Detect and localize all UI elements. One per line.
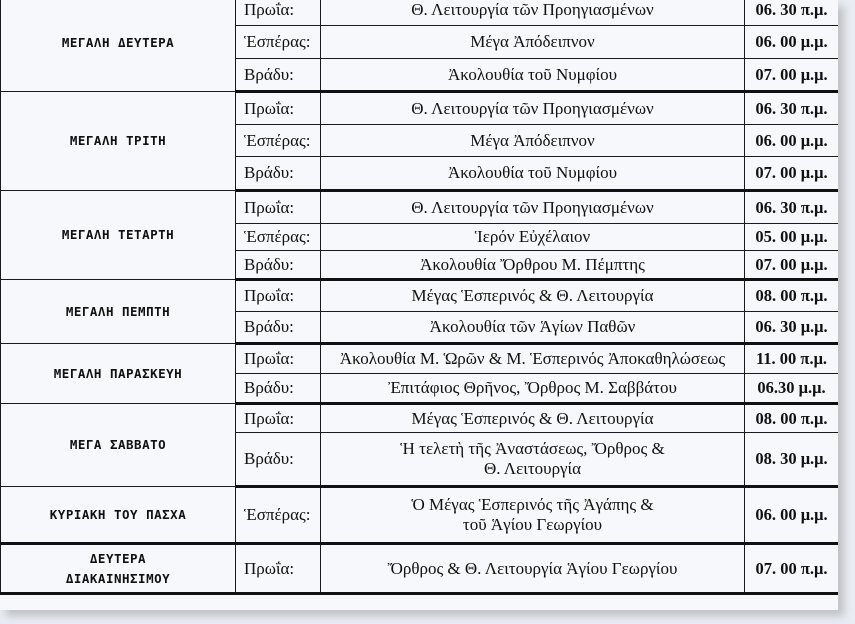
service-time: 11. 00 π.μ. [745,344,839,374]
service-period: Πρωΐα: [236,344,321,374]
service-period: Βράδυ: [236,157,321,191]
service-period: Ἑσπέρας: [236,487,321,544]
day-name-line: ΜΕΓΑΛΗ ΤΕΤΑΡΤΗ [61,227,175,242]
day-name [1,344,236,404]
service-time: 07. 00 π.μ. [745,544,839,594]
service-name [321,312,745,344]
day-name-line: ΜΕΓΑΛΗ ΠΕΜΠΤΗ [65,303,171,319]
service-time: 05. 00 μ.μ. [745,224,839,251]
service-name-line: Ἀκολουθία Μ. Ὡρῶν & Μ. Ἑσπερινός Ἀποκαθηλώσεως [339,349,726,368]
service-name [321,26,745,59]
service-name-line: Θ. Λειτουργία τῶν Προηγιασμένων [411,0,654,19]
service-name-line: τοῦ Ἁγίου Γεωργίου [462,515,603,534]
service-name-line: Θ. Λειτουργία [483,459,582,478]
schedule-row [1,191,839,224]
service-time: 06. 30 π.μ. [745,0,839,26]
service-name [321,433,745,487]
service-period: Πρωΐα: [236,280,321,312]
service-time: 08. 30 μ.μ. [745,433,839,487]
service-period: Ἑσπέρας: [236,224,321,251]
service-period: Πρωΐα: [236,191,321,224]
service-time: 06. 30 π.μ. [745,191,839,224]
service-name-line: Ἀκολουθία Ὄρθρου Μ. Πέμπτης [420,254,645,274]
service-name-line: Μέγα Ἀπόδειπνον [470,32,595,51]
service-period: Βράδυ: [236,374,321,404]
service-period: Ἑσπέρας: [236,125,321,157]
schedule-row [1,544,839,594]
day-name [1,191,236,280]
service-period: Βράδυ: [236,59,321,92]
schedule-row [1,0,839,26]
service-name-line: Μέγας Ἑσπερινός & Θ. Λειτουργία [411,286,654,305]
schedule-row [1,92,839,125]
service-name [321,224,745,251]
day-name-line: ΜΕΓΑΛΗ ΠΑΡΑΣΚΕΥΗ [53,365,183,381]
service-name-line: Μέγα Ἀπόδειπνον [470,130,595,150]
day-name [1,92,236,191]
day-name [1,404,236,487]
service-period: Πρωΐα: [236,404,321,433]
day-name-line: ΜΕΓΑΛΗ ΤΡΙΤΗ [69,133,167,148]
service-name-line: Ἀκολουθία τοῦ Νυμφίου [447,64,618,84]
day-name-line: ΔΕΥΤΕΡΑ [89,550,147,566]
service-name-line: Μέγας Ἑσπερινός & Θ. Λειτουργία [411,408,654,428]
service-name-line: Ἀκολουθία τοῦ Νυμφίου [447,163,618,182]
service-time: 07. 00 μ.μ. [745,251,839,280]
service-name-line: Ὁ Μέγας Ἑσπερινός τῆς Ἀγάπης & [411,495,654,514]
day-name [1,0,236,92]
service-name [321,251,745,280]
schedule-row [1,404,839,433]
service-period: Βράδυ: [236,312,321,344]
service-time: 08. 00 π.μ. [745,404,839,433]
service-period: Ἑσπέρας: [236,26,321,59]
service-name [321,125,745,157]
service-name [321,487,745,544]
service-name [321,59,745,92]
service-period: Πρωΐα: [236,0,321,26]
service-time: 08. 00 π.μ. [745,280,839,312]
service-name [321,157,745,191]
day-name [1,487,236,544]
service-name-line: Θ. Λειτουργία τῶν Προηγιασμένων [411,98,654,118]
service-name-line: Θ. Λειτουργία τῶν Προηγιασμένων [411,197,654,217]
service-name-line: Ἱερόν Εὐχέλαιον [474,227,591,246]
schedule-row [1,487,839,544]
day-name-line: ΜΕΓΑ ΣΑΒΒΑΤΟ [69,437,167,452]
service-name [321,0,745,26]
day-name-line: ΚΥΡΙΑΚΗ ΤΟΥ ΠΑΣΧΑ [49,506,187,522]
service-name [321,191,745,224]
service-name [321,374,745,404]
day-name-line: ΔΙΑΚΑΙΝΗΣΙΜΟΥ [65,570,171,586]
schedule-row [1,280,839,312]
service-name [321,92,745,125]
service-name [321,344,745,374]
service-time: 06. 30 μ.μ. [745,312,839,344]
service-name-line: Ὄρθρος & Θ. Λειτουργία Ἁγίου Γεωργίου [387,558,678,578]
day-name [1,544,236,594]
service-name [321,544,745,594]
service-period: Βράδυ: [236,433,321,487]
service-time: 06.30 μ.μ. [745,374,839,404]
service-time: 06. 30 π.μ. [745,92,839,125]
service-time: 06. 00 μ.μ. [745,487,839,544]
service-time: 07. 00 μ.μ. [745,157,839,191]
service-name [321,404,745,433]
service-time: 07. 00 μ.μ. [745,59,839,92]
service-period: Πρωΐα: [236,544,321,594]
service-name-line: Ἡ τελετὴ τῆς Ἀναστάσεως, Ὄρθρος & [400,439,665,458]
service-time: 06. 00 μ.μ. [745,125,839,157]
service-period: Βράδυ: [236,251,321,280]
service-time: 06. 00 μ.μ. [745,26,839,59]
day-name [1,280,236,344]
service-name-line: Ἀκολουθία τῶν Ἁγίων Παθῶν [429,317,636,336]
day-name-line: ΜΕΓΑΛΗ ΔΕΥΤΕΡΑ [61,35,175,50]
service-name [321,280,745,312]
service-period: Πρωΐα: [236,92,321,125]
service-name-line: Ἐπιτάφιος Θρῆνος, Ὄρθρος Μ. Σαββάτου [388,378,677,397]
schedule-row [1,344,839,374]
